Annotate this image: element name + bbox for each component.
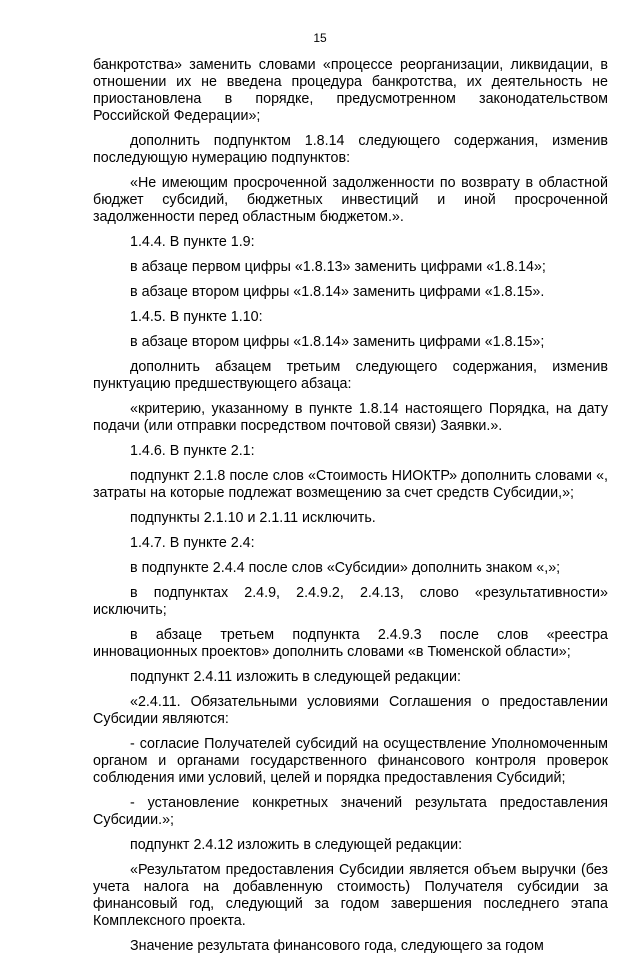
paragraph: - согласие Получателей субсидий на осуществление Уполномоченным органом и органами государственного финансового контроля проверок соблюдения ими условий, целей и порядка предоставления Субсидий; [93, 736, 608, 786]
paragraph-heading: 1.4.4. В пункте 1.9: [130, 234, 255, 250]
paragraph: в абзаце третьем подпункта 2.4.9.3 после слов «реестра инновационных проектов» дополнить словами «в Тюменской области»; [93, 627, 608, 660]
paragraph: «Не имеющим просроченной задолженности по возврату в областной бюджет субсидий, бюджетных инвестиций и иной просроченной задолженности перед областным бюджетом.». [93, 175, 608, 225]
paragraph: дополнить абзацем третьим следующего содержания, изменив пунктуацию предшествующего абзаца: [93, 359, 608, 392]
paragraph: в абзаце втором цифры «1.8.14» заменить цифрами «1.8.15». [130, 284, 545, 300]
paragraph: подпункт 2.4.11 изложить в следующей редакции: [130, 669, 461, 685]
paragraph: «2.4.11. Обязательными условиями Соглашения о предоставлении Субсидии являются: [93, 694, 608, 727]
paragraph: подпункты 2.1.10 и 2.1.11 исключить. [130, 510, 376, 526]
paragraph: в абзаце первом цифры «1.8.13» заменить цифрами «1.8.14»; [130, 259, 546, 275]
paragraph: в подпункте 2.4.4 после слов «Субсидии» дополнить знаком «,»; [130, 560, 561, 576]
paragraph: в подпунктах 2.4.9, 2.4.9.2, 2.4.13, слово «результативности» исключить; [93, 585, 608, 618]
paragraph: подпункт 2.4.12 изложить в следующей редакции: [130, 837, 463, 853]
paragraph-heading: 1.4.5. В пункте 1.10: [130, 309, 263, 325]
paragraph: «критерию, указанному в пункте 1.8.14 настоящего Порядка, на дату подачи (или отправки посредством почтовой связи) Заявки.». [93, 401, 608, 434]
document-body [93, 57, 608, 963]
paragraph: «Результатом предоставления Субсидии является объем выручки (без учета налога на добавленную стоимость) Получателя субсидии за финансовый год, следующий за годом завершения последнего этапа Комплексного проекта. [93, 862, 608, 929]
paragraph: Значение результата финансового года, следующего за годом [130, 938, 544, 954]
paragraph: - установление конкретных значений результата предоставления Субсидии.»; [93, 795, 608, 828]
paragraph: дополнить подпунктом 1.8.14 следующего содержания, изменив последующую нумерацию подпунктов: [93, 133, 608, 166]
page-number: 15 [313, 31, 327, 45]
paragraph: в абзаце втором цифры «1.8.14» заменить цифрами «1.8.15»; [130, 334, 545, 350]
paragraph-heading: 1.4.6. В пункте 2.1: [130, 443, 255, 459]
paragraph: подпункт 2.1.8 после слов «Стоимость НИОКТР» дополнить словами «, затраты на которые подлежат возмещению за счет средств Субсидии,»; [93, 468, 608, 501]
paragraph-heading: 1.4.7. В пункте 2.4: [130, 535, 255, 551]
paragraph-continuation: банкротства» заменить словами «процессе реорганизации, ликвидации, в отношении их не введена процедура банкротства, их деятельность не приостановлена в порядке, предусмотренном законодательством Российской Федерации»; [93, 57, 608, 124]
